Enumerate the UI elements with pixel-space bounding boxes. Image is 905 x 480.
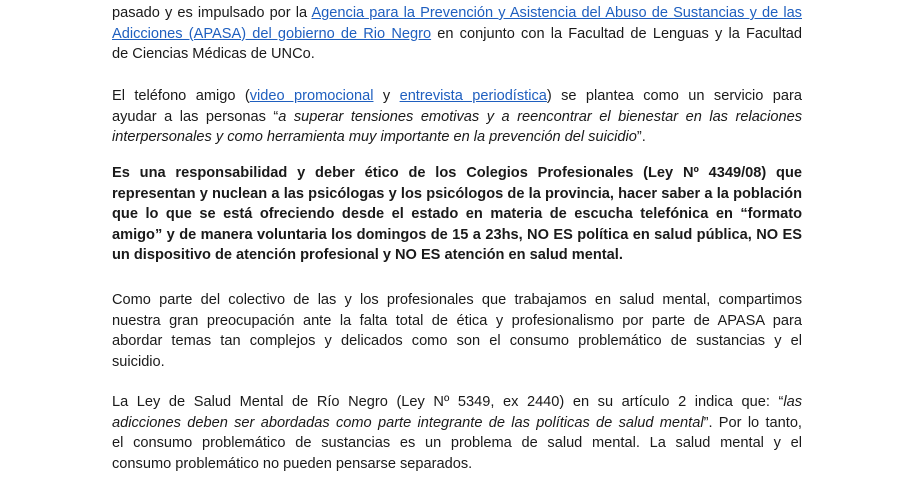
paragraph-ethical-statement: [112, 163, 802, 266]
paragraph-concern: [112, 290, 802, 372]
p4-line-1: Como parte del colectivo de las y los profesionales que trabajamos en salud mental, compartimos: [112, 292, 802, 308]
p5-line-4: consumo problemático no pueden pensarse separados.: [112, 455, 473, 472]
quote-italic-continued: interpersonales y como herramienta muy importante en la prevención del suicidio: [112, 129, 637, 145]
p1-line-2: Adicciones (APASA) del gobierno de Rio Negro en conjunto con la Facultad de Lenguas y la Facultad: [112, 25, 802, 42]
p5-line-3: el consumo problemático de sustancias es un problema de salud mental. La salud mental y el: [112, 435, 802, 451]
p1-line-1: pasado y es impulsado por la Agencia para la Prevención y Asistencia del Abuso de Sustancias y de las: [112, 5, 802, 21]
promo-video-link[interactable]: video promocional: [249, 88, 374, 104]
p5-line-2: adicciones deben ser abordadas como parte integrante de las políticas de salud mental”. Por lo tanto,: [112, 414, 802, 431]
paragraph-mental-health-law: [112, 392, 802, 474]
apasa-agency-link[interactable]: Agencia para la Prevención y Asistencia del Abuso de Sustancias y de las: [311, 5, 802, 21]
p3-line-1: Es una responsabilidad y deber ético de los Colegios Profesionales (Ley Nº 4349/08) que: [112, 165, 802, 181]
apasa-agency-link-continued[interactable]: Adicciones (APASA) del gobierno de Rio Negro: [112, 25, 432, 42]
p5-line-1: La Ley de Salud Mental de Río Negro (Ley Nº 5349, ex 2440) en su artículo 2 indica que: “las: [112, 394, 802, 410]
p1-line-3: de Ciencias Médicas de UNCo.: [112, 46, 315, 62]
p2-line-2: ayudar a las personas “a superar tensiones emotivas y a reencontrar el bienestar en las relaciones: [112, 108, 802, 125]
p4-line-4: suicidio.: [112, 353, 165, 370]
p4-line-3: abordar temas tan complejos y delicados como son el consumo problemático de sustancias y el: [112, 333, 802, 349]
p3-line-4: amigo” y de manera voluntaria los domingos de 15 a 23hs, NO ES política en salud pública, NO ES: [112, 226, 802, 243]
paragraph-apasa-intro: [112, 3, 802, 65]
p2-line-1: El teléfono amigo (video promocional y entrevista periodística) se plantea como un servicio para: [112, 88, 802, 104]
law-quote-italic: adicciones deben ser abordadas como parte integrante de las políticas de salud mental: [112, 414, 704, 431]
p3-line-3: que lo que se está ofreciendo desde el estado en materia de escucha telefónica en “formato: [112, 206, 802, 222]
p3-line-2: representan y nuclean a las psicólogas y los psicólogos de la provincia, hacer saber a la población: [112, 185, 802, 202]
paragraph-telefono-amigo: [112, 86, 802, 148]
p2-line-3: interpersonales y como herramienta muy importante en la prevención del suicidio”.: [112, 129, 646, 145]
quote-italic: a superar tensiones emotivas y a reencontrar el bienestar en las relaciones: [278, 108, 802, 125]
news-interview-link[interactable]: entrevista periodística: [399, 88, 547, 104]
p3-line-5: un dispositivo de atención profesional y NO ES atención en salud mental.: [112, 247, 623, 263]
p4-line-2: nuestra gran preocupación ante la falta total de ética y profesionalismo por parte de APASA para: [112, 312, 802, 329]
